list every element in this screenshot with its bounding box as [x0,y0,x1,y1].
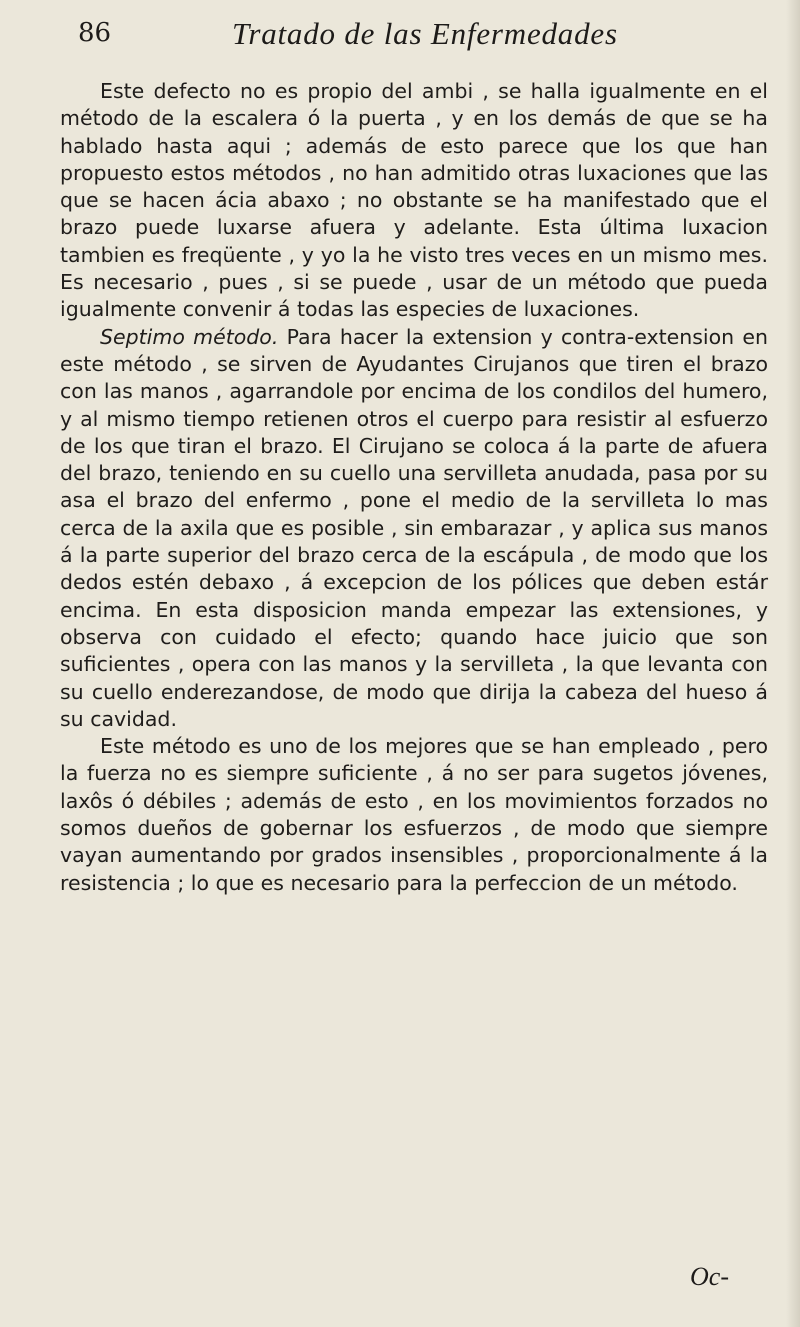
paragraph-text: Este defecto no es propio del ambi , se halla igualmente en el método de la escalera ó la puerta , y en los demás de que se ha hablado hasta aqui ; además de esto parece que los que han propuesto estos métodos , no han admitido otras luxaciones que las que se hacen ácia abaxo ; no obstante se ha manifestado que el brazo puede luxarse afuera y adelante. Esta última luxacion tambien es freqüente , y yo la he visto tres veces en un mismo mes. Es necesario , pues , si se puede , usar de un método que pueda igualmente convenir á todas las especies de luxaciones. [60,79,768,322]
paragraph-text: Este método es uno de los mejores que se han empleado , pero la fuerza no es siempre suficiente , á no ser para sugetos jóvenes, laxôs ó débiles ; además de esto , en los movimientos forzados no somos dueños de gobernar los esfuerzos , de modo que siempre vayan aumentando por grados insensibles , proporcionalmente á la resistencia ; lo que es necesario para la perfeccion de un método. [60,734,768,895]
paragraph [60,733,768,897]
paragraph [60,78,768,324]
page-number: 86 [78,18,112,48]
body-text [60,78,768,897]
catchword: Oc- [690,1262,729,1291]
running-title: Tratado de las Enfermedades [232,16,618,51]
paragraph [60,324,768,733]
page-edge-shadow [786,0,800,1327]
page-header [0,14,800,62]
paragraph-lead: Septimo método. [100,324,279,349]
paragraph-text: Para hacer la extension y contra-extension en este método , se sirven de Ayudantes Cirujanos que tiren el brazo con las manos , agarrandole por encima de los condilos del humero, y al mismo tiempo retienen otros el cuerpo para resistir al esfuerzo de los que tiran el brazo. El Cirujano se coloca á la parte de afuera del brazo, teniendo en su cuello una servilleta anudada, pasa por su asa el brazo del enfermo , pone el medio de la servilleta lo mas cerca de la axila que es posible , sin embarazar , y aplica sus manos á la parte superior del brazo cerca de la escápula , de modo que los dedos estén debaxo , á excepcion de los pólices que deben estár encima. En esta disposicion manda empezar las extensiones, y observa con cuidado el efecto; quando hace juicio que son suficientes , opera con las manos y la servilleta , la que levanta con su cuello enderezandose, de modo que dirija la cabeza del hueso á su cavidad. [60,324,768,731]
